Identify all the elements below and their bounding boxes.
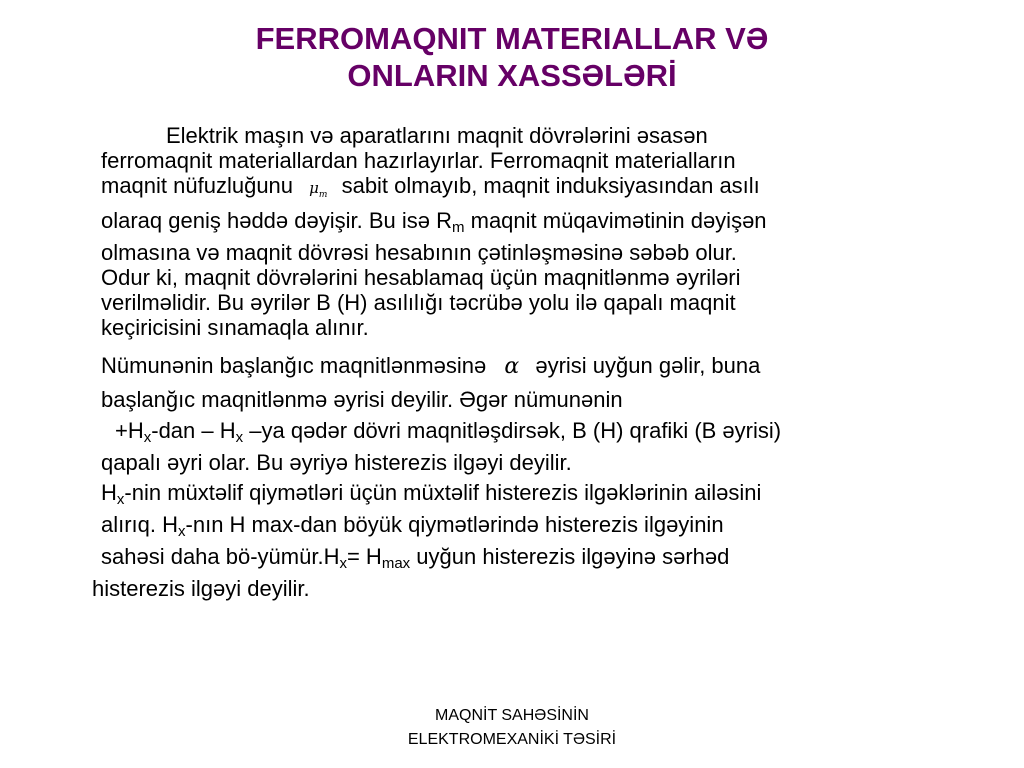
hx-subscript-3: x (116, 491, 125, 508)
rm-subscript: m (452, 219, 465, 236)
paragraph-1-line-3-start: maqnit nüfuzluğunu (101, 173, 294, 198)
paragraph-4-line-3-b: = H (346, 544, 382, 569)
paragraph-3-line-2: qapalı əyri olar. Bu əyriyə histerezis ilgəyi deyilir. (101, 450, 572, 475)
slide-title (0, 20, 1024, 94)
mu-symbol: μ (309, 179, 319, 197)
slide-title-line-2: ONLARIN XASSƏLƏRİ (347, 58, 677, 93)
paragraph-4-line-1 (101, 480, 1001, 512)
slide-title-line-1: FERROMAQNIT MATERIALLAR VƏ (255, 21, 769, 56)
paragraph-1-line-8: keçiricisini sınamaqla alınır. (101, 315, 369, 340)
paragraph-4-line-3 (101, 544, 1001, 576)
paragraph-1-line-3-end: sabit olmayıb, maqnit induksiyasından asılı (341, 173, 760, 198)
paragraph-2-line-2: başlanğıc maqnitlənmə əyrisi deyilir. Əgər nümunənin (101, 387, 623, 412)
paragraph-1-line-4 (101, 208, 1001, 240)
paragraph-3-line-1-a: +H (115, 418, 144, 443)
paragraph-2-line-1 (101, 349, 1001, 383)
paragraph-1-line-4-end: maqnit müqavimətinin dəyişən (464, 208, 767, 233)
alpha-symbol: α (504, 354, 520, 379)
paragraph-4-line-2-b: -nın H max-dan böyük qiymətlərində histerezis ilgəyinin (185, 512, 724, 537)
paragraph-4-line-1-b: -nin müxtəlif qiymətləri üçün müxtəlif histerezis ilgəklərinin ailəsini (124, 480, 762, 505)
hmax-subscript: max (381, 555, 411, 572)
paragraph-4-line-3-a: sahəsi daha bö-yümür.H (101, 544, 340, 569)
paragraph-1-line-4-start: olaraq geniş həddə dəyişir. Bu isə R (101, 208, 452, 233)
hx-subscript-2: x (235, 429, 244, 446)
hx-subscript-4: x (178, 523, 186, 540)
paragraph-1-line-5: olmasına və maqnit dövrəsi hesabının çətinləşməsinə səbəb olur. (101, 240, 737, 265)
footer-line-1: MAQNİT SAHƏSİNİN (435, 707, 589, 724)
mu-subscript: m (318, 190, 328, 200)
paragraph-3 (101, 418, 1001, 475)
paragraph-1-line-2: ferromaqnit materiallardan hazırlayırlar. Ferromaqnit materialların (101, 148, 736, 173)
paragraph-1-line-1: Elektrik maşın və aparatlarını maqnit dövrələrini əsasən (166, 123, 708, 148)
footer-line-2: ELEKTROMEXANİKİ TƏSİRİ (407, 731, 617, 748)
hx-subscript-5: x (339, 555, 347, 572)
paragraph-3-line-1 (101, 418, 1001, 450)
paragraph-2-line-1-end: əyrisi uyğun gəlir, buna (535, 353, 761, 378)
paragraph-1-line-6: Odur ki, maqnit dövrələrini hesablamaq üçün maqnitlənmə əyriləri (101, 265, 741, 290)
paragraph-3-line-1-b: -dan – H (151, 418, 236, 443)
paragraph-4-line-2-a: alırıq. H (101, 512, 179, 537)
hx-subscript-1: x (143, 429, 152, 446)
paragraph-2-line-1-start: Nümunənin başlanğıc maqnitlənməsinə (101, 353, 487, 378)
paragraph-4-line-4: histerezis ilgəyi deyilir. (92, 576, 310, 601)
paragraph-2 (101, 349, 1001, 416)
paragraph-4 (92, 480, 1001, 601)
paragraph-1 (101, 123, 1001, 340)
paragraph-4-line-3-c: uyğun histerezis ilgəyinə sərhəd (410, 544, 730, 569)
paragraph-4-line-2 (101, 512, 1001, 544)
paragraph-1-line-7: verilməlidir. Bu əyrilər B (H) asılılığı təcrübə yolu ilə qapalı maqnit (101, 290, 736, 315)
mu-m-symbol (309, 179, 328, 200)
paragraph-1-line-3 (101, 173, 1001, 208)
paragraph-3-line-1-c: –ya qədər dövri maqnitləşdirsək, B (H) qrafiki (B əyrisi) (243, 418, 782, 443)
paragraph-4-line-1-a: H (101, 480, 117, 505)
slide-footer (0, 704, 1024, 752)
